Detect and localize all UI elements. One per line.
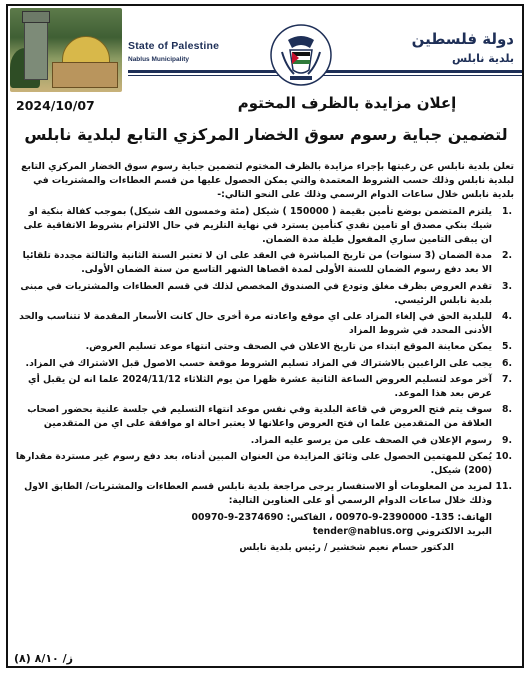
- clock-tower-shape: [24, 18, 48, 80]
- intro-paragraph: تعلن بلدية نابلس عن رغبتها بإجراء مزايدة بالظرف المختوم لتضمين جباية رسوم سوق الخضار المركزي التابع لبلدية نابلس وذلك حسب الشروط المعتمدة والتي يمكن الحصول عليها من قسم العطاءات والمشتريات في بلدية نابلس خلال ساعات الدوام الرسمي وذلك على النحو التالي:-: [21, 161, 514, 201]
- item-text: يمكن معاينة الموقع ابتداء من تاريخ الاعلان في الصحف وحتى انتهاء موعد تسليم العروض.: [85, 341, 492, 353]
- announcement-body: [14, 160, 514, 555]
- building-shape: [52, 62, 118, 88]
- item-number: 8.: [501, 404, 512, 416]
- list-item: [14, 357, 514, 371]
- item-text: لمزيد من المعلومات أو الاستفسار يرجى مراجعة بلدية نابلس قسم العطاءات والمشتريات/ الطابق الاول وذلك خلال ساعات الدوام الرسمي أو على العناوين التالية:: [24, 481, 492, 507]
- item-number: 2.: [501, 250, 512, 262]
- item-text: يلتزم المتضمن بوضع تأمين بقيمة ( 150000 ) شيكل (مئة وخمسون الف شيكل) بموجب كفالة بنكية او شيك بنكي مصدق او تامين نقدي كتأمين يسترد في نهاية التلزيم في حال الالتزام بشروط الاتفاقية على ان يبقى التامين ساري المفعول طيلة مدة الضمان.: [23, 205, 492, 246]
- email-line: البريد الالكتروني tender@nablus.org: [312, 525, 492, 537]
- arabic-municipality-title: بلدية نابلس: [451, 52, 514, 65]
- item-text: تقدم العروض بظرف مغلق وتودع في الصندوق المخصص لذلك في قسم العطاءات والمشتريات في مبنى بلدية نابلس الرئيسي.: [20, 280, 492, 306]
- item-text: يجب على الراغبين بالاشتراك في المزاد تسليم الشروط موقعة حسب الاصول قبل الاشتراك في المزاد.: [25, 357, 492, 369]
- conditions-list: [14, 205, 514, 509]
- announcement-date: 2024/10/07: [16, 98, 95, 113]
- list-item: [14, 434, 514, 448]
- item-number: 6.: [501, 357, 512, 369]
- item-number: 10.: [495, 450, 512, 462]
- item-text: للبلدية الحق في إلغاء المزاد على اي موقع واعادته مرة أخرى حال كانت الأسعار المقدمة لا تتناسب والحد الأدنى المحدد في شروط المزاد: [19, 311, 492, 337]
- list-item: [14, 340, 514, 354]
- item-number: 1.: [501, 205, 512, 217]
- announcement-title: إعلان مزايدة بالظرف المختوم: [237, 94, 457, 112]
- latin-municipality-title: Nablus Municipality: [128, 56, 190, 63]
- list-item: [14, 480, 514, 508]
- item-text: سوف يتم فتح العروض في قاعة البلدية وفي نفس موعد انتهاء التسليم في جلسة علنية بحضور اصحاب العلاقة من المتقدمين علما ان فتح العروض واعلانها لا يعتبر احالة او موافقة على اي من المتقدمين: [27, 404, 492, 430]
- list-item: [14, 249, 514, 277]
- item-number: 7.: [501, 373, 512, 385]
- list-item: [14, 205, 514, 248]
- latin-state-title: State of Palestine: [128, 40, 220, 52]
- list-item: [14, 450, 514, 478]
- phone-fax-line: الهاتف: 135- 2390000-9-00970 ، الفاكس: 2374690-9-00970: [191, 511, 492, 523]
- item-text: مدة الضمان (3 سنوات) من تاريخ المباشرة في العقد على ان لا تعتبر السنة الثانية والثالثة مجددة تلقائيا الا بعد دفع رسوم الضمان للسنة الأولى لمدة اقصاها الشهر التاسع من سنة الضمان الأولى.: [22, 250, 492, 276]
- dome-shape: [62, 36, 110, 64]
- list-item: [14, 310, 514, 338]
- item-number: 4.: [501, 311, 512, 323]
- announcement-subtitle: لتضمين جباية رسوم سوق الخضار المركزي التابع لبلدية نابلس: [24, 125, 508, 144]
- letterhead: [10, 8, 520, 92]
- item-number: 5.: [501, 341, 512, 353]
- reference-code: ز/ ٨/١٠ (٨): [14, 652, 73, 665]
- item-text: آخر موعد لتسليم العروض الساعة الثانية عشرة ظهرا من يوم الثلاثاء 2024/11/12 علما انه لن يقبل أي عرض بعد هذا الموعد.: [28, 373, 492, 400]
- signature-line: الدكتور حسام نعيم شخشير / رئيس بلدية نابلس: [239, 542, 454, 554]
- list-item: [14, 403, 514, 431]
- contact-block: [14, 511, 514, 539]
- palestine-emblem-icon: [268, 22, 334, 88]
- item-number: 9.: [501, 434, 512, 446]
- city-photo-logo: [10, 8, 122, 92]
- item-number: 3.: [501, 280, 512, 292]
- list-item: [14, 280, 514, 308]
- item-number: 11.: [495, 481, 512, 493]
- list-item: [14, 373, 514, 401]
- item-text: رسوم الإعلان في الصحف على من يرسو عليه المزاد.: [250, 434, 492, 446]
- item-text: يُمكن للمهتمين الحصول على وثائق المزايدة من العنوان المبين أدناه، بعد دفع رسوم غير مستردة مقدارها (200) شيكل.: [15, 450, 492, 477]
- arabic-state-title: دولة فلسطين: [411, 30, 514, 48]
